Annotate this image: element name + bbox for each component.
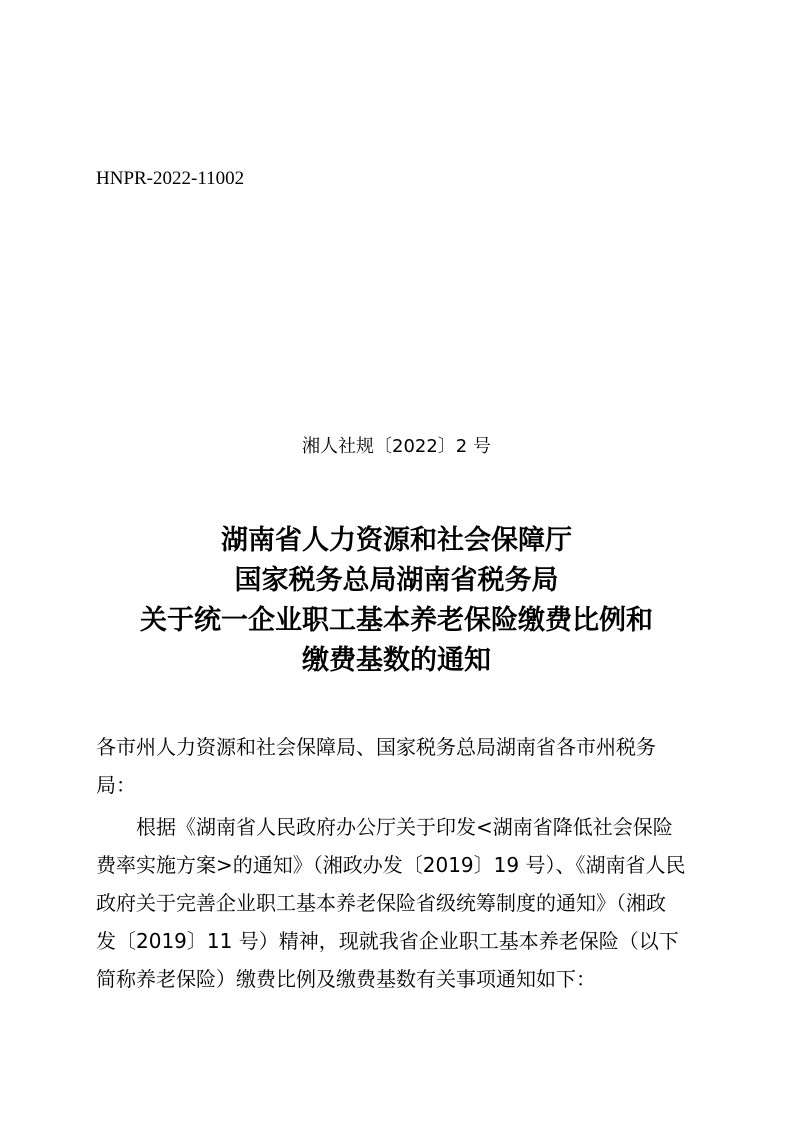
document-title	[0, 521, 793, 681]
addressee-line: 各市州人力资源和社会保障局、国家税务总局湖南省各市州税务	[96, 735, 656, 759]
body-line: 根据《湖南省人民政府办公厅关于印发<湖南省降低社会保险	[136, 815, 673, 839]
body-line: 政府关于完善企业职工基本养老保险省级统筹制度的通知》（湘政	[96, 891, 666, 915]
document-code: HNPR-2022-11002	[96, 168, 245, 189]
body-line: 简称养老保险）缴费比例及缴费基数有关事项通知如下：	[96, 967, 596, 991]
document-number: 湘人社规〔2022〕2 号	[302, 436, 491, 457]
title-line: 国家税务总局湖南省税务局	[234, 565, 559, 596]
title-line: 缴费基数的通知	[302, 645, 491, 676]
title-line: 湖南省人力资源和社会保障厅	[221, 525, 572, 556]
body-paragraph	[96, 808, 700, 998]
body-line: 发〔2019〕11 号）精神，现就我省企业职工基本养老保险（以下	[96, 929, 679, 953]
addressee-line: 局：	[96, 773, 136, 797]
title-line: 关于统一企业职工基本养老保险缴费比例和	[140, 605, 653, 636]
addressee	[96, 728, 700, 804]
body-line: 费率实施方案>的通知》（湘政办发〔2019〕19 号）、《湖南省人民	[96, 853, 686, 877]
